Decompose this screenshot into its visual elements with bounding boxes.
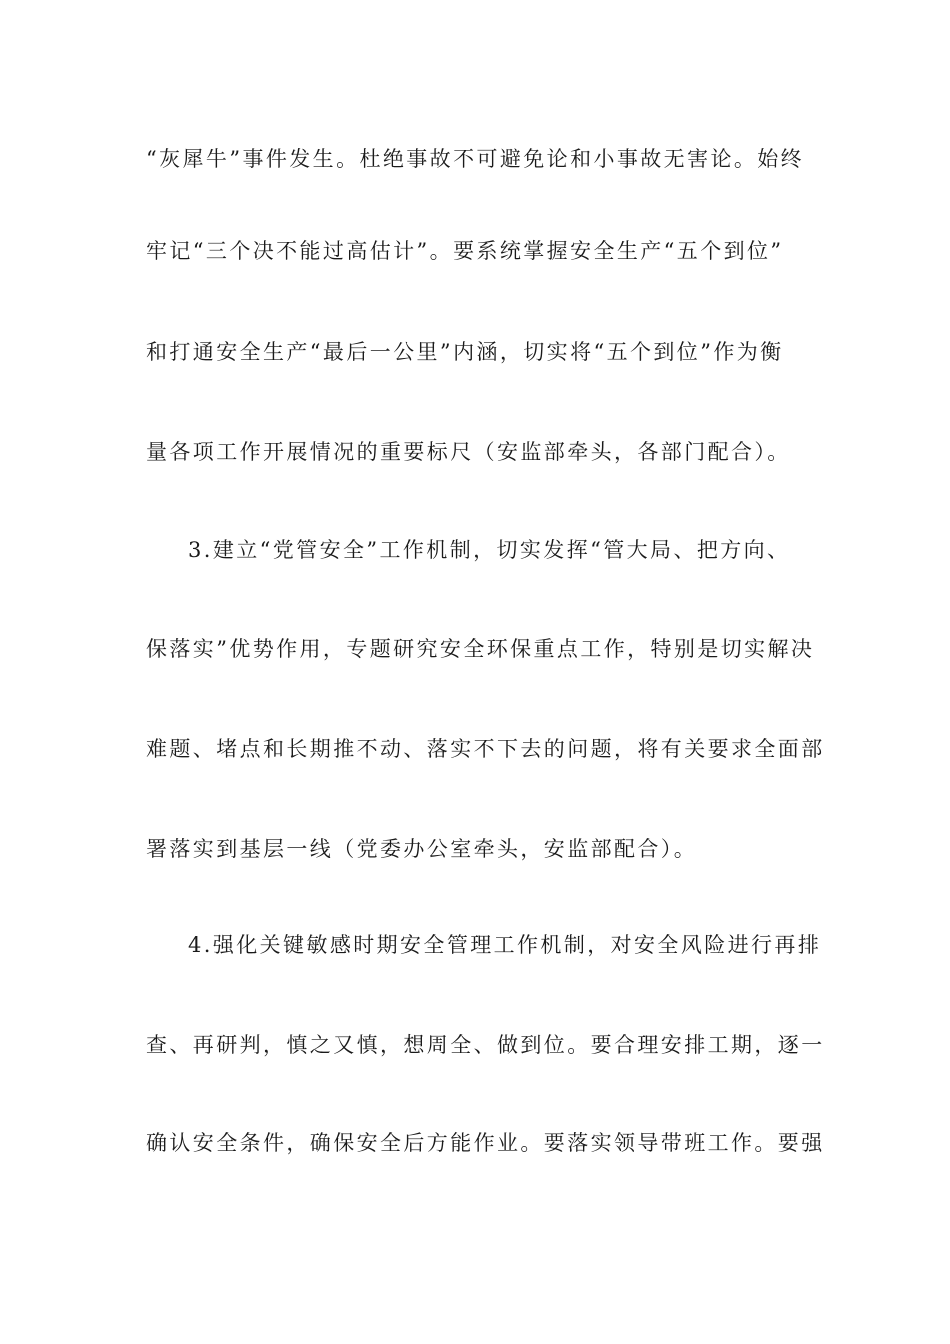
body-text-line: 查、再研判，慎之又慎，想周全、做到位。要合理安排工期，逐一 [146, 1033, 825, 1057]
body-text-line: 保落实”优势作用，专题研究安全环保重点工作，特别是切实解决 [146, 637, 815, 661]
body-text-line: 署落实到基层一线（党委办公室牵头，安监部配合）。 [146, 837, 698, 861]
paragraph-4-start: 4.强化关键敏感时期安全管理工作机制，对安全风险进行再排 [188, 933, 822, 957]
body-text-line: 难题、堵点和长期推不动、落实不下去的问题，将有关要求全面部 [146, 737, 825, 761]
body-text-line: 和打通安全生产“最后一公里”内涵，切实将“五个到位”作为衡 [146, 340, 784, 364]
body-text-line: 牢记“三个决不能过高估计”。要系统掌握安全生产“五个到位” [146, 239, 784, 263]
body-text-line: “灰犀牛”事件发生。杜绝事故不可避免论和小事故无害论。始终 [146, 147, 805, 171]
body-text-line: 量各项工作开展情况的重要标尺（安监部牵头，各部门配合）。 [146, 440, 791, 464]
body-text-line: 确认安全条件，确保安全后方能作业。要落实领导带班工作。要强 [146, 1131, 825, 1155]
paragraph-3-start: 3.建立“党管安全”工作机制，切实发挥“管大局、把方向、 [188, 538, 791, 562]
